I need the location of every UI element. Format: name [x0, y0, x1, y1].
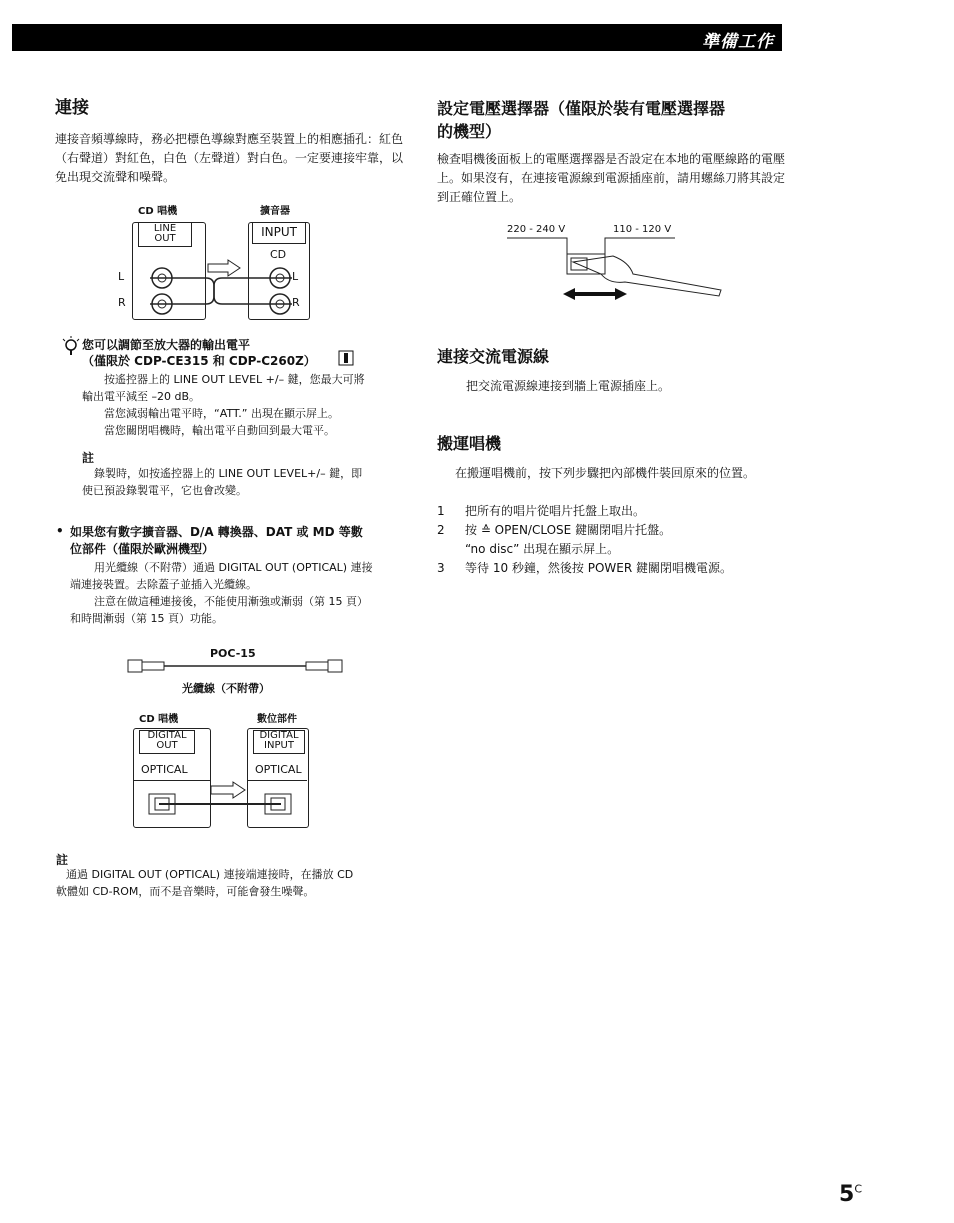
cable-label: 光纜線（不附帶） [182, 682, 270, 695]
amp-left-label: L [292, 270, 299, 283]
digital-component-label: 數位部件 [257, 714, 297, 725]
tip-title-1: 您可以調節至放大器的輸出電平 [82, 338, 251, 352]
digital-line-2: 端連接裝置。去除蓋子並插入光纜線。 [70, 578, 257, 591]
voltage-220-label: 220 - 240 V [507, 224, 566, 235]
digital-line-3: 注意在做這種連接後，不能使用漸強或漸弱（第 15 頁） [94, 595, 368, 608]
transport-step: 2 按 ≙ OPEN/CLOSE 鍵關閉唱片托盤。 [437, 523, 672, 537]
tip-line-3: 當您減弱輸出電平時，“ATT.” 出現在顯示屏上。 [104, 407, 340, 420]
digital-title-2: 位部件（僅限於歐洲機型） [70, 542, 215, 556]
connect-body: 連接音頻導線時，務必把標色導線對應至裝置上的相應插孔：紅色（右聲道）對紅色，白色（左聲道）對白色。一定要連接牢靠，以免出現交流聲和噪聲。 [55, 132, 404, 184]
right-channel-label: R [118, 296, 126, 309]
heading-connect: 連接 [55, 98, 89, 118]
bullet-dot: • [56, 524, 64, 538]
tip-lightbulb-icon [62, 336, 80, 356]
left-channel-label: L [118, 270, 125, 283]
transport-intro: 在搬運唱機前，按下列步驟把內部機件裝回原來的位置。 [455, 466, 756, 480]
note2-line-2: 軟體如 CD-ROM，而不是音樂時，可能會發生噪聲。 [56, 885, 315, 898]
tip-line-2: 輸出電平減至 –20 dB。 [82, 390, 201, 403]
digital-input-label: DIGITAL INPUT [253, 730, 305, 754]
note2-line-1: 通過 DIGITAL OUT (OPTICAL) 連接端連接時，在播放 CD [66, 868, 354, 881]
voltage-110-label: 110 - 120 V [613, 224, 672, 235]
cd-player-label-2: CD 唱機 [139, 714, 179, 725]
voltage-selector-graphic [505, 224, 735, 304]
optical-connection-diagram [115, 708, 325, 833]
transport-step: 1 把所有的唱片從唱片托盤上取出。 [437, 504, 646, 518]
tip-line-4: 當您關閉唱機時，輸出電平自動回到最大電平。 [104, 424, 335, 437]
heading-voltage-1: 設定電壓選擇器（僅限於裝有電壓選擇器 [437, 99, 726, 118]
transport-step: “no disc” 出現在顯示屏上。 [465, 542, 620, 556]
tip-note-label: 註 [82, 451, 95, 465]
heading-voltage-2: 的機型） [437, 122, 502, 141]
note2-label: 註 [56, 853, 69, 867]
optical-cable-graphic [120, 654, 350, 678]
digital-out-label: DIGITAL OUT [139, 730, 195, 754]
transport-steps [437, 502, 797, 578]
digital-line-1: 用光纜線（不附帶）通過 DIGITAL OUT (OPTICAL) 連接 [94, 561, 373, 574]
tip-line-1: 按遙控器上的 LINE OUT LEVEL +/– 鍵，您最大可將 [104, 373, 365, 386]
digital-title-1: 如果您有數字擴音器、D/A 轉換器、DAT 或 MD 等數 [70, 525, 363, 539]
amplifier-label: 擴音器 [260, 206, 290, 217]
tip-note-2: 使已預設錄製電平，它也會改變。 [82, 484, 247, 497]
header-bar [12, 24, 782, 51]
rca-jacks-graphic [110, 198, 330, 328]
voltage-body: 檢查唱機後面板上的電壓選擇器是否設定在本地的電壓線路的電壓上。如果沒有，在連接電源線到電源插座前，請用螺絲刀將其設定到正確位置上。 [437, 152, 786, 204]
page-number: $5^C$ [839, 1182, 862, 1207]
heading-ac-power: 連接交流電源線 [437, 347, 550, 366]
ac-body: 把交流電源線連接到牆上電源插座上。 [466, 379, 671, 393]
amp-right-label: R [292, 296, 300, 309]
optical-in-label: OPTICAL [255, 763, 302, 776]
cable-model: POC-15 [210, 647, 256, 660]
remote-icon [338, 350, 354, 366]
tip-note-1: 錄製時，如按遙控器上的 LINE OUT LEVEL+/– 鍵，即 [94, 467, 363, 480]
cd-player-label: CD 唱機 [138, 206, 178, 217]
optical-out-label: OPTICAL [141, 763, 188, 776]
cd-input-label: CD [270, 248, 287, 261]
header-title: 準備工作 [702, 32, 774, 52]
input-label: INPUT [252, 222, 306, 244]
heading-transport: 搬運唱機 [437, 434, 502, 453]
voltage-selector-diagram [505, 224, 735, 304]
tip-title-2: （僅限於 CDP-CE315 和 CDP-C260Z） [82, 354, 316, 368]
line-out-label: LINE OUT [138, 222, 192, 247]
optical-ports-graphic [115, 708, 325, 833]
digital-line-4: 和時間漸弱（第 15 頁）功能。 [70, 612, 223, 625]
transport-step: 3 等待 10 秒鐘，然後按 POWER 鍵關閉唱機電源。 [437, 561, 732, 575]
audio-connection-diagram [110, 198, 330, 328]
